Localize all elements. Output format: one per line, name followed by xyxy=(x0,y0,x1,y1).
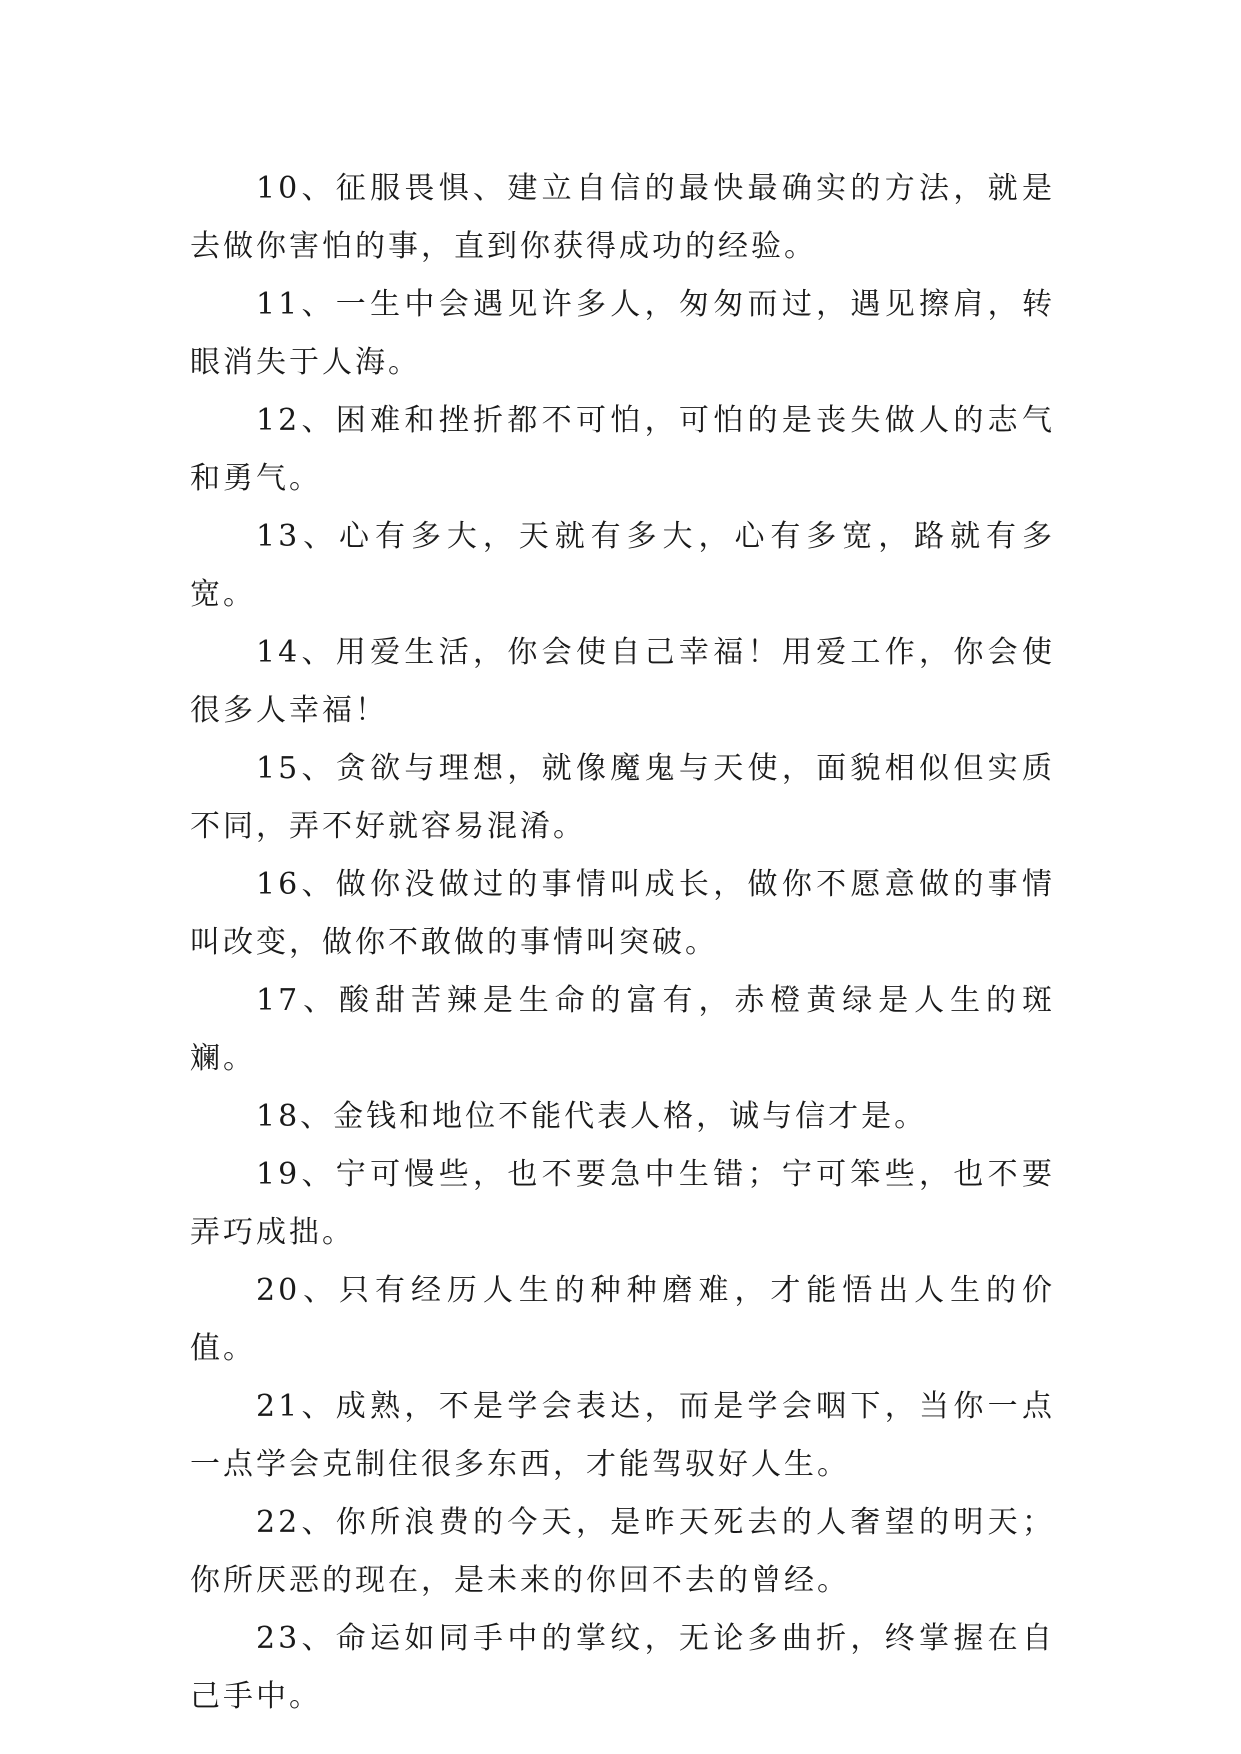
quote-paragraph-17: 17、酸甜苦辣是生命的富有，赤橙黄绿是人生的斑斓。 xyxy=(190,983,1055,1076)
quote-paragraph-21: 21、成熟，不是学会表达，而是学会咽下，当你一点一点学会克制住很多东西，才能驾驭好人生。 xyxy=(190,1389,1055,1482)
quote-paragraph-12: 12、困难和挫折都不可怕，可怕的是丧失做人的志气和勇气。 xyxy=(190,403,1055,496)
quote-paragraph-16: 16、做你没做过的事情叫成长，做你不愿意做的事情叫改变，做你不敢做的事情叫突破。 xyxy=(190,867,1055,960)
quote-paragraph-22: 22、你所浪费的今天，是昨天死去的人奢望的明天；你所厌恶的现在，是未来的你回不去的曾经。 xyxy=(190,1505,1055,1598)
document-body xyxy=(190,160,1055,1726)
quote-paragraph-20: 20、只有经历人生的种种磨难，才能悟出人生的价值。 xyxy=(190,1273,1055,1366)
quote-paragraph-19: 19、宁可慢些，也不要急中生错；宁可笨些，也不要弄巧成拙。 xyxy=(190,1157,1055,1250)
quote-paragraph-11: 11、一生中会遇见许多人，匆匆而过，遇见擦肩，转眼消失于人海。 xyxy=(190,287,1055,380)
quote-paragraph-10: 10、征服畏惧、建立自信的最快最确实的方法，就是去做你害怕的事，直到你获得成功的经验。 xyxy=(190,171,1055,264)
quote-paragraph-15: 15、贪欲与理想，就像魔鬼与天使，面貌相似但实质不同，弄不好就容易混淆。 xyxy=(190,751,1055,844)
quote-paragraph-18: 18、金钱和地位不能代表人格，诚与信才是。 xyxy=(256,1099,928,1134)
quote-paragraph-23: 23、命运如同手中的掌纹，无论多曲折，终掌握在自己手中。 xyxy=(190,1621,1055,1714)
quote-paragraph-14: 14、用爱生活，你会使自己幸福！用爱工作，你会使很多人幸福！ xyxy=(190,635,1055,728)
quote-paragraph-13: 13、心有多大，天就有多大，心有多宽，路就有多宽。 xyxy=(190,519,1055,612)
